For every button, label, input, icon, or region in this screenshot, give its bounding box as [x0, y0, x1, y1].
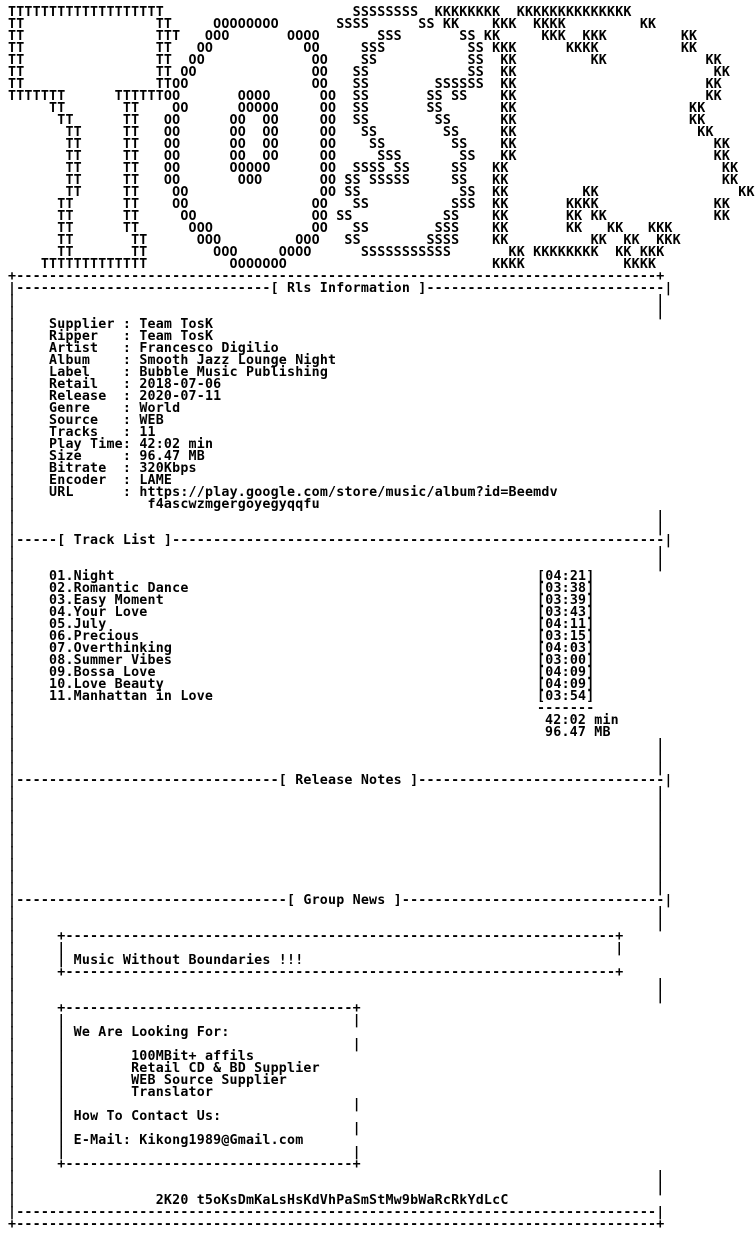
url-continuation[interactable]: f4ascwzmgergoyegyqqfu: [147, 497, 320, 512]
track-title: 08.Summer Vibes: [49, 653, 173, 668]
blank-line: | |: [8, 881, 665, 896]
track-time: [03:15]: [537, 629, 595, 644]
logo-line: TT TT OOO OOOO SSSSSSSSSSS KK KKKKKKKK KK KKK: [8, 245, 665, 260]
track-title: 04.Your Love: [49, 605, 148, 620]
info-row: | Encoder : LAME: [8, 473, 173, 488]
logo-line: TT TT OO OO SS SS KK KK: [8, 65, 731, 80]
total-play-time: 42:02 min: [545, 713, 619, 728]
logo-line: TT TT OO OO SS SS KK KK KK: [8, 185, 755, 200]
news-box2-blank: | | |: [8, 1013, 361, 1028]
info-value: Francesco Digilio: [139, 341, 279, 356]
track-title: 02.Romantic Dance: [49, 581, 189, 596]
info-row: | Album : Smooth Jazz Lounge Night: [8, 353, 337, 368]
blank-line: | |: [8, 785, 665, 800]
track-row: | 01.Night [04:21]: [8, 569, 595, 584]
track-time: [03:39]: [537, 593, 595, 608]
news-message: Music Without Boundaries !!!: [73, 953, 304, 968]
blank-line: | |: [8, 557, 665, 572]
info-row: | Label : Bubble Music Publishing: [8, 365, 329, 380]
nfo-document: [8, 7, 755, 1231]
news-box2-heading-row: | | We Are Looking For:: [8, 1025, 230, 1040]
track-list-header: |-----[ Track List ]------------------------------------------------------------|: [8, 533, 673, 548]
track-time: [04:09]: [537, 677, 595, 692]
info-label: Retail: [49, 377, 123, 392]
news-box2-email-row: | | E-Mail: Kikong1989@Gmail.com: [8, 1133, 304, 1148]
blank-line: | |: [8, 857, 665, 872]
logo-line: TTTTTTTTTTTTTTTTTTT SSSSSSSS KKKKKKKK KKKKKKKKKKKKKK: [8, 5, 632, 20]
info-label: Source: [49, 413, 123, 428]
logo-line: TT TT OOO OOO SS SSSS KK KK KK KKK: [8, 233, 681, 248]
news-box2-blank: | | |: [8, 1037, 361, 1052]
info-row: | Release : 2020-07-11: [8, 389, 222, 404]
track-title: 01.Night: [49, 569, 115, 584]
info-label: Album: [49, 353, 123, 368]
news-box2-contact-row: | | How To Contact Us:: [8, 1109, 222, 1124]
info-label: Label: [49, 365, 123, 380]
track-time: [04:03]: [537, 641, 595, 656]
track-row: | 03.Easy Moment [03:39]: [8, 593, 595, 608]
info-label: URL: [49, 485, 123, 500]
frame-bottom-border: +------------------------------------------------------------------------------+: [8, 1217, 665, 1232]
info-value: 2020-07-11: [139, 389, 222, 404]
signature-row: | 2K20 t5oKsDmKaLsHsKdVhPaSmStMw9bWaRcRkYdLcC: [8, 1193, 509, 1208]
group-signature: 2K20 t5oKsDmKaLsHsKdVhPaSmStMw9bWaRcRkYdLcC: [155, 1193, 509, 1208]
info-value: Bubble Music Publishing: [139, 365, 329, 380]
news-box2-item-row: | | 100MBit+ affils: [8, 1049, 255, 1064]
track-row: | 09.Bossa Love [04:09]: [8, 665, 595, 680]
blank-line: | |: [8, 809, 665, 824]
blank-line: | |: [8, 917, 665, 932]
logo-line: TT TT OO OO SS SS KK KK KK KK: [8, 209, 731, 224]
logo-line: TTTTTTT TTTTTTOO OOOO OO SS SS SS KK KK: [8, 89, 722, 104]
info-row: | Supplier : Team TosK: [8, 317, 214, 332]
track-row: | 10.Love Beauty [04:09]: [8, 677, 595, 692]
url-link[interactable]: https://play.google.com/store/music/album?id=Beemdv: [139, 485, 558, 500]
track-title: 03.Easy Moment: [49, 593, 164, 608]
track-title: 07.Overthinking: [49, 641, 173, 656]
logo-line: TT TT OO OO SS SS KK KK KK: [8, 53, 722, 68]
info-value: LAME: [139, 473, 173, 488]
logo-line: TT TT OO OO OO OO SS SS KK KK: [8, 137, 731, 152]
news-box1-blank: | | |: [8, 941, 624, 956]
info-value: 42:02 min: [139, 437, 214, 452]
track-time: [04:21]: [537, 569, 595, 584]
box-border: +-------------------------------------------------------------------+: [57, 929, 624, 944]
info-label: Encoder: [49, 473, 123, 488]
news-box2-blank: | | |: [8, 1121, 361, 1136]
totals-rule: -------: [537, 701, 595, 716]
blank-line: | |: [8, 761, 665, 776]
track-row: | 07.Overthinking [04:03]: [8, 641, 595, 656]
blank-line: | |: [8, 869, 665, 884]
logo-line: TT TT OO OOOOO OO SS SS KK KK: [8, 101, 706, 116]
release-notes-header: |--------------------------------[ Release Notes ]------------------------------|: [8, 773, 673, 788]
box-border: +-------------------------------------------------------------------+: [57, 965, 624, 980]
info-label: Supplier: [49, 317, 123, 332]
news-box2-item-row: | | Retail CD & BD Supplier: [8, 1061, 320, 1076]
info-row: | Genre : World: [8, 401, 181, 416]
track-title: 10.Love Beauty: [49, 677, 164, 692]
looking-for-item: 100MBit+ affils: [131, 1049, 255, 1064]
track-time: [04:09]: [537, 665, 595, 680]
track-time: [03:38]: [537, 581, 595, 596]
track-time: [04:11]: [537, 617, 595, 632]
info-label: Play Time: [49, 437, 123, 452]
news-box1-message-row: | | Music Without Boundaries !!!: [8, 953, 304, 968]
blank-line: | |: [8, 293, 665, 308]
track-row: | 08.Summer Vibes [03:00]: [8, 653, 595, 668]
blank-line: | |: [8, 1169, 665, 1184]
news-box2-top: | +-----------------------------------+: [8, 1001, 361, 1016]
info-row-url: | URL : https://play.google.com/store/music/album?id=Beemdv: [8, 485, 558, 500]
info-label: Size: [49, 449, 123, 464]
rls-info-header: |-------------------------------[ Rls Information ]-----------------------------|: [8, 281, 673, 296]
logo-line: TT TTT OOO OOOO SSS SS KK KKK KKK KK: [8, 29, 698, 44]
blank-line: | |: [8, 305, 665, 320]
blank-line: | |: [8, 977, 665, 992]
box-border: +-----------------------------------+: [57, 1001, 361, 1016]
info-value: World: [139, 401, 181, 416]
logo-line: TT TT OOOOOOOO SSSS SS KK KKK KKKK KK: [8, 17, 657, 32]
news-box2-blank: | | |: [8, 1097, 361, 1112]
info-label: Artist: [49, 341, 123, 356]
blank-line: | |: [8, 833, 665, 848]
blank-line: | |: [8, 821, 665, 836]
info-row: | Artist : Francesco Digilio: [8, 341, 279, 356]
info-label: Genre: [49, 401, 123, 416]
contact-email[interactable]: E-Mail: Kikong1989@Gmail.com: [73, 1133, 304, 1148]
blank-line: | |: [8, 737, 665, 752]
info-value: Smooth Jazz Lounge Night: [139, 353, 337, 368]
closing-line: |------------------------------------------------------------------------------|: [8, 1205, 665, 1220]
looking-for-heading: We Are Looking For:: [73, 1025, 230, 1040]
news-box2-blank: | | |: [8, 1145, 361, 1160]
info-row: | Retail : 2018-07-06: [8, 377, 222, 392]
blank-line: | |: [8, 521, 665, 536]
news-box2-item-row: | | WEB Source Supplier: [8, 1073, 287, 1088]
track-time: [03:00]: [537, 653, 595, 668]
info-row: | Tracks : 11: [8, 425, 156, 440]
info-label: Bitrate: [49, 461, 123, 476]
blank-line: | |: [8, 905, 665, 920]
group-news-header: |---------------------------------[ Group News ]--------------------------------|: [8, 893, 673, 908]
blank-line: | |: [8, 797, 665, 812]
blank-line: | |: [8, 989, 665, 1004]
frame-top-border: +------------------------------------------------------------------------------+: [8, 269, 665, 284]
logo-line: TT TT OO OO OO OO SS SS KK KK: [8, 125, 714, 140]
contact-heading: How To Contact Us:: [73, 1109, 222, 1124]
info-label: Release: [49, 389, 123, 404]
blank-line: | |: [8, 1181, 665, 1196]
info-label: Tracks: [49, 425, 123, 440]
news-box2-bottom: | +-----------------------------------+: [8, 1157, 361, 1172]
news-box1-bottom: | +-------------------------------------------------------------------+: [8, 965, 624, 980]
info-value: Team TosK: [139, 317, 214, 332]
logo-line: TT TTOO OO SS SSSSSS KK KK: [8, 77, 722, 92]
logo-line: TT TT OO OO OO OO SSS SS KK KK: [8, 149, 731, 164]
totals-time-row: | 42:02 min: [8, 713, 619, 728]
logo-line: TT TT OO OO SSS SS KKK KKKK KK: [8, 41, 698, 56]
blank-line: | |: [8, 509, 665, 524]
logo-line: TTTTTTTTTTTTT OOOOOOO KKKK KKKK: [8, 257, 657, 272]
blank-line: | |: [8, 845, 665, 860]
logo-line: TT TT OO OOOOO OO SSSS SS SS KK KK: [8, 161, 739, 176]
looking-for-item: Retail CD & BD Supplier: [131, 1061, 320, 1076]
info-value: WEB: [139, 413, 164, 428]
blank-line: | |: [8, 749, 665, 764]
news-box1-top: | +-------------------------------------------------------------------+: [8, 929, 624, 944]
track-row: | 04.Your Love [03:43]: [8, 605, 595, 620]
info-row: | Source : WEB: [8, 413, 164, 428]
logo-line: TT TT OOO OO SS SSS KK KK KK KKK: [8, 221, 673, 236]
info-label: Ripper: [49, 329, 123, 344]
news-box2-item-row: | | Translator: [8, 1085, 214, 1100]
info-value: Team TosK: [139, 329, 214, 344]
logo-line: TT TT OO OO SS SSS KK KKKK KK: [8, 197, 731, 212]
info-row: | Size : 96.47 MB: [8, 449, 205, 464]
info-row: | Play Time: 42:02 min: [8, 437, 214, 452]
logo-line: TT TT OO OOO OO SS SSSSS SS KK KK: [8, 173, 739, 188]
track-title: 09.Bossa Love: [49, 665, 156, 680]
totals-size-row: | 96.47 MB: [8, 725, 611, 740]
looking-for-item: WEB Source Supplier: [131, 1073, 287, 1088]
track-time: [03:43]: [537, 605, 595, 620]
total-size: 96.47 MB: [545, 725, 611, 740]
info-row: | Bitrate : 320Kbps: [8, 461, 197, 476]
track-row: | 02.Romantic Dance [03:38]: [8, 581, 595, 596]
box-border: +-----------------------------------+: [57, 1157, 361, 1172]
track-title: 06.Precious: [49, 629, 140, 644]
looking-for-item: Translator: [131, 1085, 214, 1100]
totals-rule-row: | -------: [8, 701, 595, 716]
info-value: 2018-07-06: [139, 377, 222, 392]
info-value: 96.47 MB: [139, 449, 205, 464]
blank-line: | |: [8, 545, 665, 560]
info-value: 320Kbps: [139, 461, 197, 476]
info-value: 11: [139, 425, 156, 440]
url-continuation-row: | f4ascwzmgergoyegyqqfu: [8, 497, 320, 512]
logo-line: TT TT OO OO OO OO SS SS KK KK: [8, 113, 706, 128]
info-row: | Ripper : Team TosK: [8, 329, 214, 344]
track-row: | 05.July [04:11]: [8, 617, 595, 632]
track-time: [03:54]: [537, 689, 595, 704]
track-title: 05.July: [49, 617, 107, 632]
track-row: | 11.Manhattan in Love [03:54]: [8, 689, 595, 704]
track-row: | 06.Precious [03:15]: [8, 629, 595, 644]
track-title: 11.Manhattan in Love: [49, 689, 214, 704]
